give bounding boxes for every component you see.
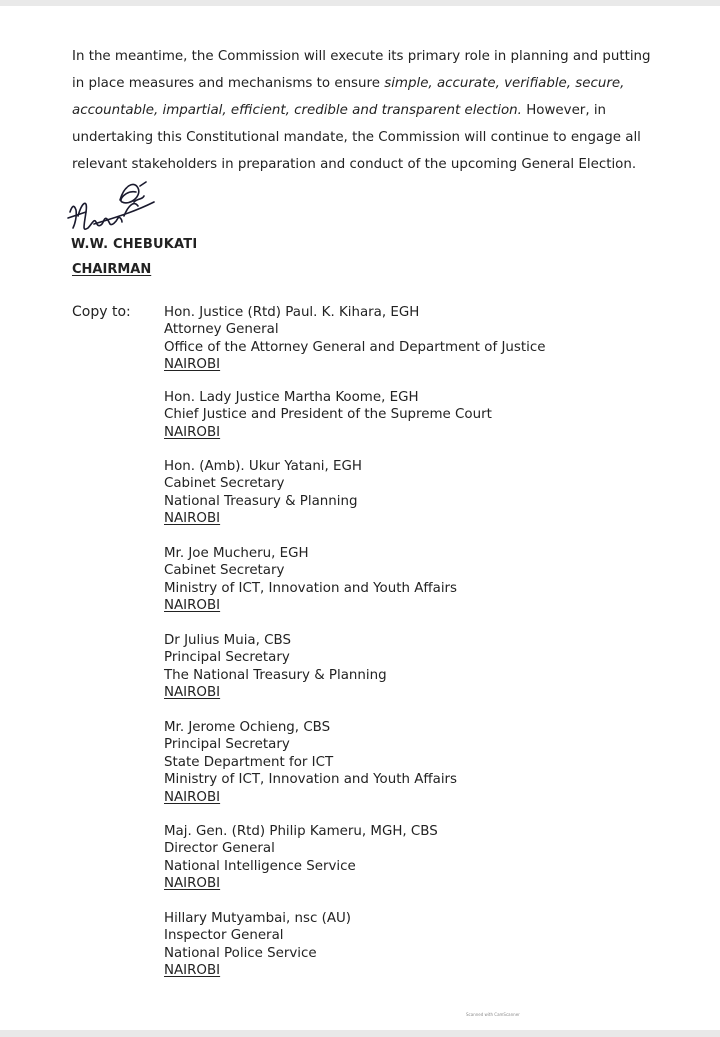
copy-to-label: Copy to: <box>72 304 131 320</box>
recipient-block <box>164 910 351 980</box>
recipient-line: The National Treasury & Planning <box>164 667 387 683</box>
paragraph-text-start: In the meantime, the Commission will execute its primary role in planning and putting in place measures and mechanisms to ensure <box>72 49 651 91</box>
recipient-city: NAIROBI <box>164 685 221 701</box>
paragraph-text-end: However, in undertaking this Constitutional mandate, the Commission will continue to engage all relevant stakeholders in preparation and conduct of the upcoming General Election. <box>72 103 641 172</box>
recipient-block <box>164 823 438 893</box>
recipient-city: NAIROBI <box>164 876 221 892</box>
recipient-line: State Department for ICT <box>164 754 334 770</box>
paragraph-text-italic: simple, accurate, verifiable, secure, accountable, impartial, efficient, credible and transparent election. <box>72 76 625 118</box>
recipient-line: Director General <box>164 841 275 857</box>
recipient-line: National Intelligence Service <box>164 858 356 874</box>
recipient-line: Office of the Attorney General and Department of Justice <box>164 339 546 355</box>
recipient-name: Hon. Justice (Rtd) Paul. K. Kihara, EGH <box>164 305 420 320</box>
recipient-city: NAIROBI <box>164 511 221 527</box>
recipient-city: NAIROBI <box>164 963 221 979</box>
recipient-city: NAIROBI <box>164 789 221 805</box>
recipient-block <box>164 632 387 702</box>
handwritten-signature <box>64 172 160 238</box>
recipient-name: Dr Julius Muia, CBS <box>164 633 291 648</box>
recipient-name: Hon. (Amb). Ukur Yatani, EGH <box>164 459 362 474</box>
signatory-title: CHAIRMAN <box>72 262 152 277</box>
scanner-watermark: Scanned with CamScanner <box>466 1012 520 1017</box>
recipient-block <box>164 389 492 441</box>
recipient-block <box>164 304 545 374</box>
recipient-name: Maj. Gen. (Rtd) Philip Kameru, MGH, CBS <box>164 824 438 839</box>
recipient-name: Mr. Joe Mucheru, EGH <box>164 546 309 561</box>
recipient-block <box>164 545 457 615</box>
recipient-line: Cabinet Secretary <box>164 476 285 492</box>
recipient-line: Ministry of ICT, Innovation and Youth Affairs <box>164 772 458 788</box>
body-paragraph <box>72 43 662 178</box>
recipient-line: Attorney General <box>164 322 279 338</box>
recipient-line: Ministry of ICT, Innovation and Youth Affairs <box>164 580 458 596</box>
recipient-line: National Police Service <box>164 945 317 961</box>
recipient-block <box>164 458 362 528</box>
letter-page <box>0 6 720 1030</box>
signatory-name: W.W. CHEBUKATI <box>71 237 198 252</box>
recipient-block <box>164 719 457 806</box>
recipient-line: Cabinet Secretary <box>164 563 285 579</box>
recipient-line: Inspector General <box>164 928 284 944</box>
recipient-city: NAIROBI <box>164 357 221 373</box>
recipient-line: Chief Justice and President of the Supreme Court <box>164 407 492 423</box>
recipient-name: Hillary Mutyambai, nsc (AU) <box>164 911 352 926</box>
recipient-line: Principal Secretary <box>164 737 290 753</box>
recipient-city: NAIROBI <box>164 424 221 440</box>
recipient-line: Principal Secretary <box>164 650 290 666</box>
recipient-name: Hon. Lady Justice Martha Koome, EGH <box>164 390 419 405</box>
recipient-line: National Treasury & Planning <box>164 493 358 509</box>
recipient-city: NAIROBI <box>164 598 221 614</box>
recipient-name: Mr. Jerome Ochieng, CBS <box>164 720 331 735</box>
